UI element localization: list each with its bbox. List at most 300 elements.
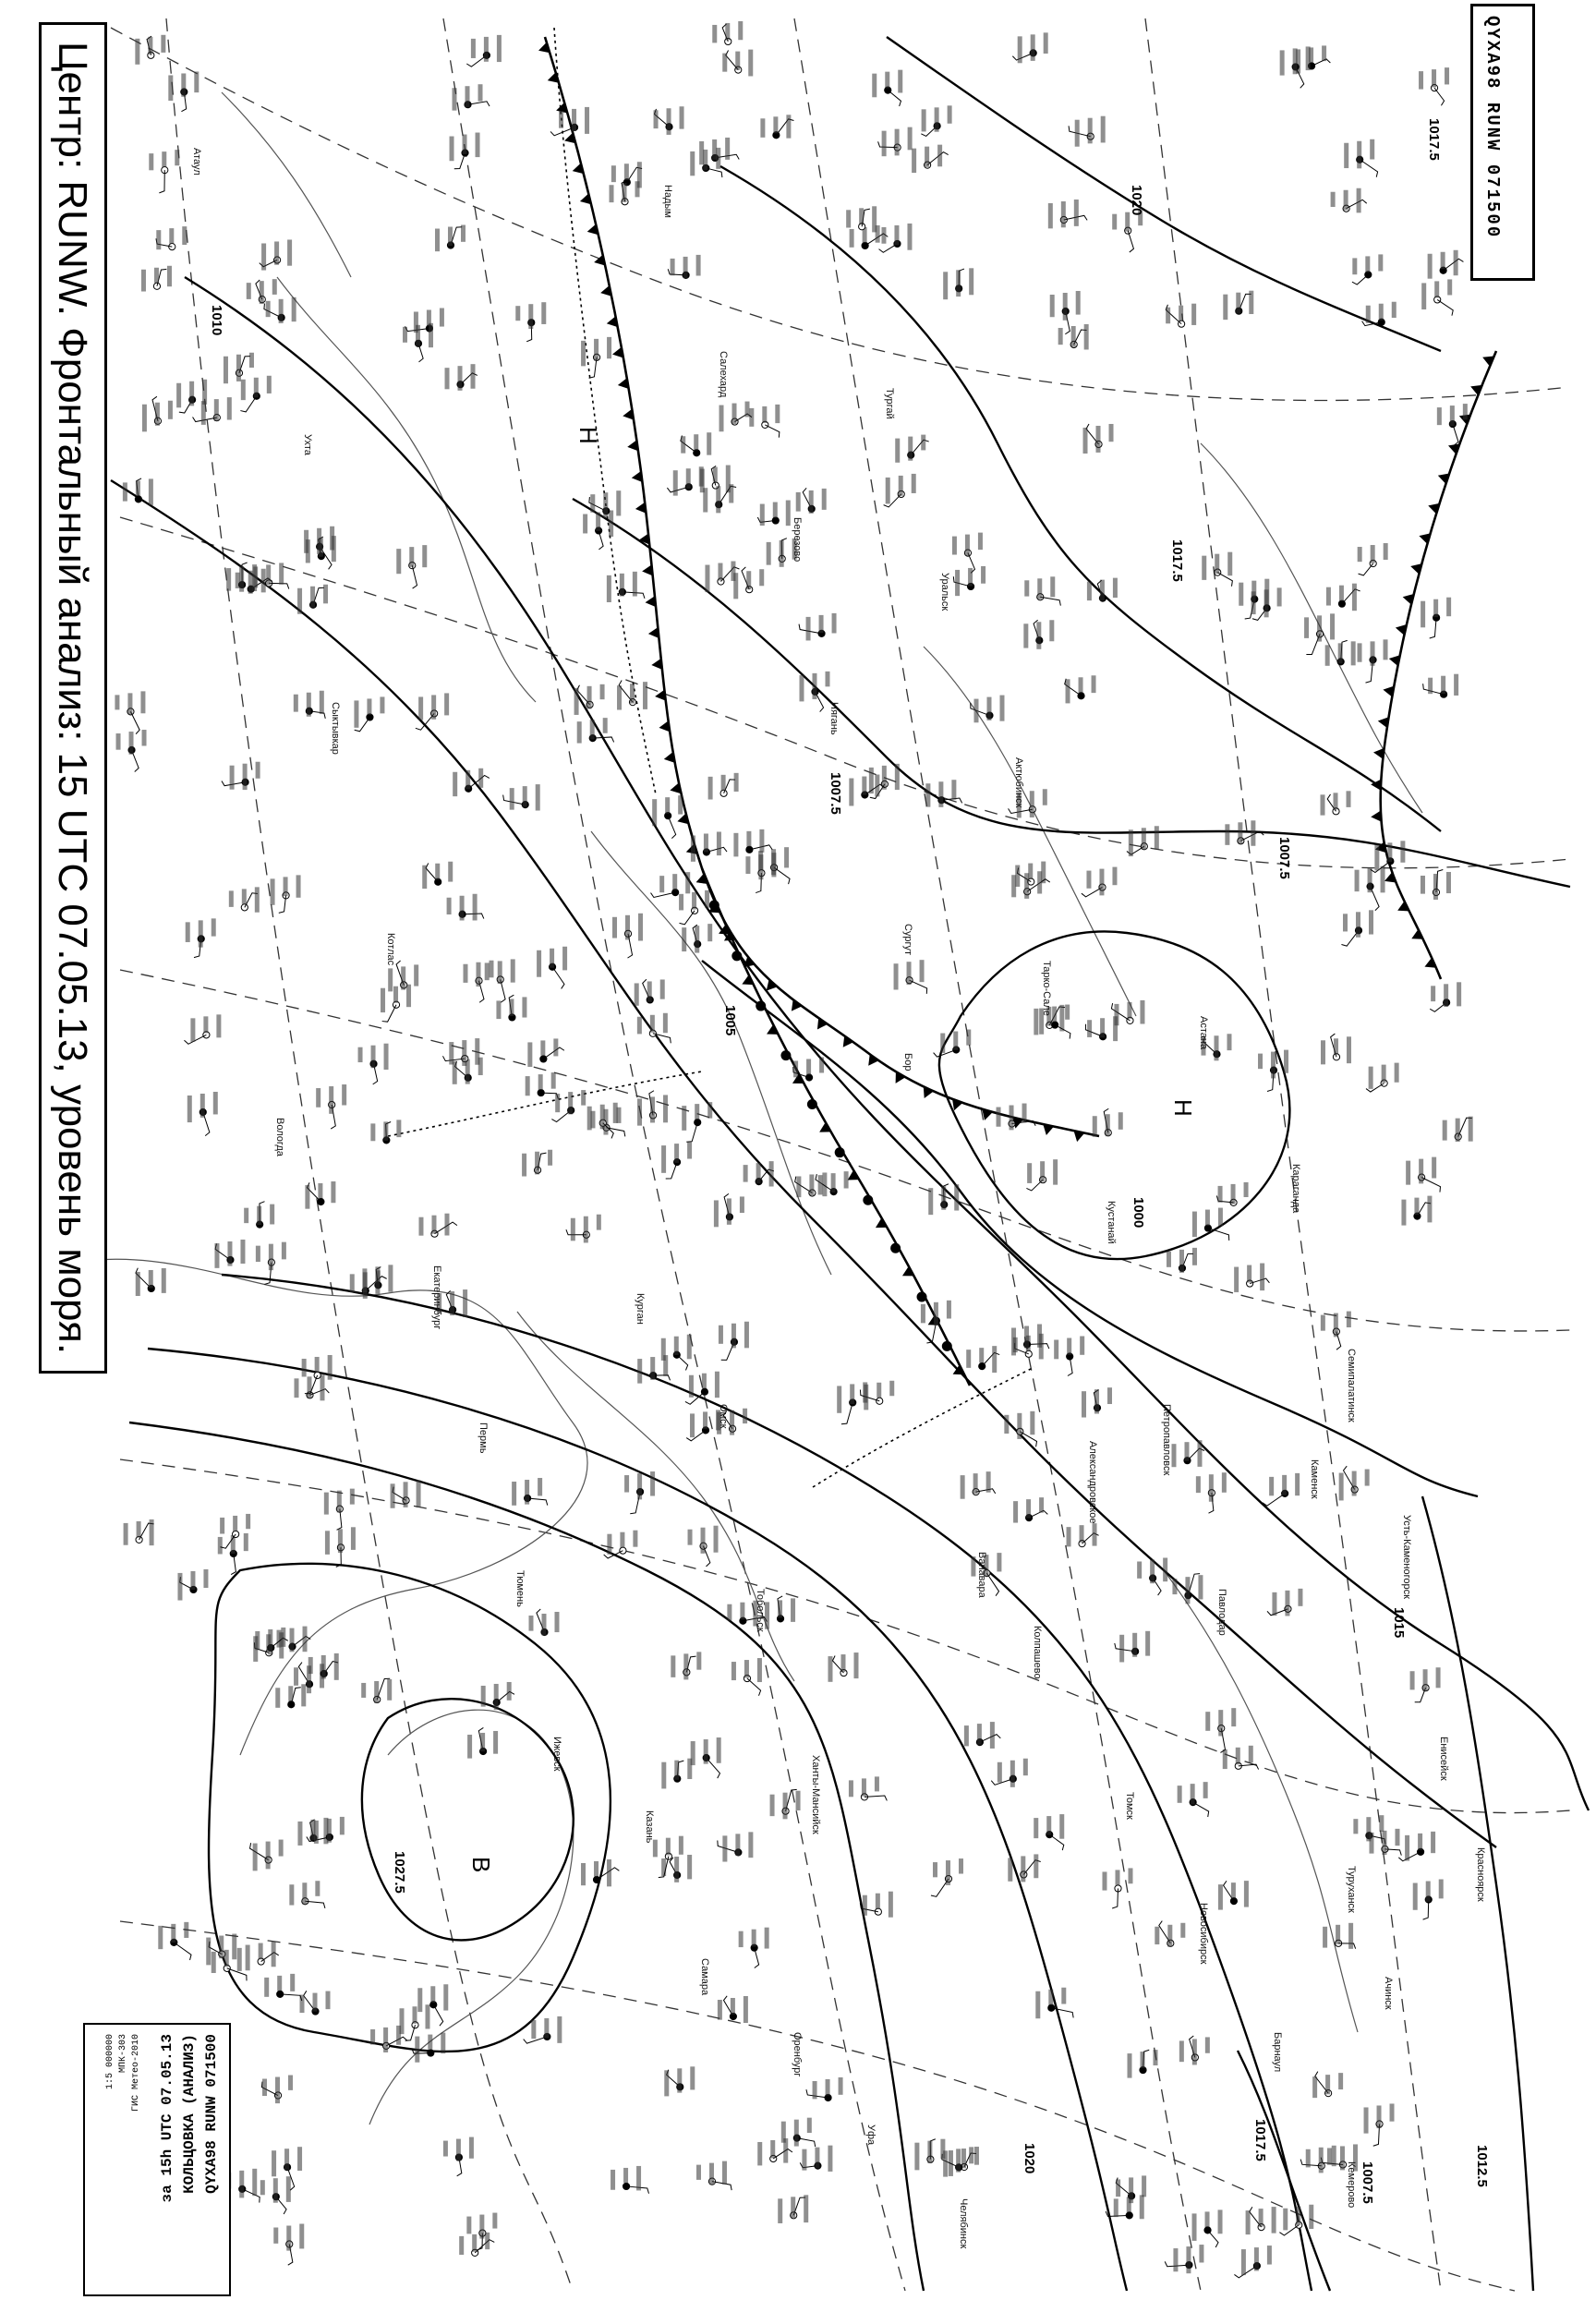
obs-glyph [425,2004,429,2028]
obs-glyph [673,470,678,495]
obs-glyph [863,1895,867,1916]
obs-glyph [218,1537,223,1555]
obs-glyph [302,1359,307,1377]
obs-glyph [142,405,147,432]
place-name: Колпашево [1032,1626,1043,1679]
obs-glyph [1198,1575,1203,1599]
obs-glyph [1178,1786,1182,1803]
title-banner [39,22,107,2147]
obs-glyph [636,2166,641,2191]
station-circle [720,790,727,796]
obs-glyph [687,1855,692,1879]
obs-glyph [1185,1577,1190,1604]
obs-glyph [1140,1000,1144,1024]
obs-glyph [1192,1212,1197,1238]
obs-glyph [652,799,657,826]
obs-glyph [966,1350,971,1368]
obs-glyph [220,1518,224,1534]
obs-glyph [435,229,440,252]
obs-glyph [415,2037,419,2063]
obs-glyph [248,571,253,594]
obs-glyph [940,2139,945,2159]
obs-glyph [1336,1925,1340,1944]
obs-glyph [445,368,450,389]
obs-glyph [279,1840,284,1857]
obs-glyph [609,511,613,538]
obs-glyph [1040,1161,1045,1181]
obs-glyph [1044,32,1048,54]
obs-glyph [515,306,520,321]
isobar-label: 1007.5 [828,772,843,815]
obs-glyph [167,266,172,286]
obs-glyph [1092,675,1096,693]
obs-glyph [666,1838,671,1856]
obs-glyph [351,1527,356,1550]
obs-glyph [981,566,985,584]
place-name: Томск [1124,1792,1135,1820]
obs-glyph [1264,589,1269,617]
obs-glyph [664,2070,669,2096]
obs-glyph [583,514,587,534]
obs-glyph [663,1355,668,1376]
obs-glyph [551,1072,556,1089]
obs-glyph [1295,1473,1300,1495]
place-name: Астана [1198,1016,1209,1050]
obs-glyph [1454,250,1458,275]
obs-glyph [773,502,778,518]
obs-glyph [142,730,147,745]
obs-glyph [935,107,939,131]
station-plot [362,1265,393,1293]
obs-glyph [794,2120,799,2147]
obs-glyph [393,987,398,1003]
obs-glyph [925,783,930,806]
obs-glyph [748,1832,753,1858]
obs-glyph [399,2008,404,2034]
obs-glyph [719,1326,723,1344]
obs-glyph [1358,643,1362,661]
isobar-label: 1010 [209,305,224,336]
front-semicircle [890,1243,901,1253]
obs-glyph [590,494,595,513]
obs-glyph [654,110,659,128]
low-center: Н [1169,1099,1197,1117]
obs-glyph [463,1289,467,1317]
obs-glyph [367,698,371,714]
obs-glyph [1102,1871,1106,1890]
obs-glyph [273,2178,278,2203]
obs-glyph [1298,1589,1302,1606]
obs-glyph [284,2149,289,2170]
obs-glyph [266,1842,271,1870]
obs-glyph [1034,1009,1038,1035]
obs-glyph [968,568,973,587]
obs-glyph [1405,1835,1409,1861]
obs-glyph [227,1241,232,1266]
obs-glyph [908,127,913,151]
obs-glyph [1254,2247,1259,2270]
obs-glyph [1061,1988,1066,2004]
obs-glyph [310,587,315,608]
place-name: Атаул [191,148,202,176]
obs-glyph [1351,641,1356,665]
obs-glyph [1395,1063,1399,1083]
obs-glyph [123,482,127,501]
obs-glyph [1205,1210,1210,1226]
obs-glyph [396,549,401,574]
obs-glyph [448,862,453,882]
obs-glyph [494,1684,499,1710]
obs-glyph [933,1862,937,1877]
obs-glyph [1339,586,1344,601]
obs-glyph [1374,844,1379,870]
obs-glyph [261,243,266,270]
obs-glyph [1272,1592,1276,1616]
obs-glyph [775,405,780,423]
obs-glyph [837,1386,841,1412]
obs-glyph [354,700,358,727]
obs-glyph [1231,1184,1236,1204]
obs-glyph [1227,552,1232,576]
obs-glyph [268,1629,272,1654]
obs-glyph [687,1142,692,1158]
obs-glyph [307,1376,311,1398]
obs-glyph [1231,1882,1236,1898]
obs-glyph [727,1198,732,1224]
obs-glyph [581,1863,586,1885]
obs-glyph [734,773,739,792]
obs-glyph [1457,982,1461,1006]
obs-glyph [1241,2249,1246,2275]
obs-glyph [722,2161,727,2185]
obs-glyph [743,1409,747,1423]
place-name: Самара [699,1958,710,1996]
obs-glyph [771,853,776,877]
obs-glyph [809,1174,814,1195]
obs-glyph [1180,1923,1185,1938]
obs-glyph [239,566,244,592]
obs-glyph [778,2198,782,2223]
obs-glyph [611,165,616,182]
obs-glyph [727,1604,732,1621]
obs-glyph [623,2168,628,2183]
obs-glyph [391,1483,395,1507]
obs-glyph [1432,1157,1436,1179]
obs-glyph [738,21,743,40]
obs-glyph [479,2215,484,2239]
obs-glyph [1379,304,1384,321]
obs-glyph [318,1183,322,1198]
obs-glyph [1436,1667,1441,1688]
obs-glyph [275,2077,280,2104]
obs-glyph [229,890,234,907]
obs-glyph [246,1514,250,1529]
obs-glyph [294,695,298,712]
obs-glyph [158,1926,163,1949]
obs-glyph [528,304,533,329]
obs-glyph [690,1413,695,1437]
obs-glyph [679,894,683,911]
obs-glyph [620,1532,624,1548]
obs-glyph [1037,1324,1042,1347]
obs-glyph [895,764,900,790]
obs-glyph [526,1076,530,1096]
obs-glyph [277,1976,282,1991]
obs-glyph [943,272,948,299]
obs-glyph [279,563,284,584]
obs-glyph [1371,545,1375,563]
obs-glyph [1419,71,1423,89]
obs-glyph [1010,1761,1015,1787]
obs-glyph [992,1346,997,1373]
obs-glyph [1322,45,1326,61]
obs-glyph [1339,1473,1344,1501]
obs-glyph [613,1103,618,1123]
obs-glyph [1018,36,1022,63]
obs-glyph [1011,875,1016,897]
obs-glyph [612,917,617,938]
obs-glyph [1088,118,1093,144]
obs-glyph [1106,1114,1110,1136]
obs-glyph [617,685,622,709]
obs-glyph [256,762,260,779]
obs-glyph [274,241,279,264]
obs-glyph [301,1684,306,1706]
obs-glyph [1258,1054,1263,1070]
obs-glyph [224,1950,229,1967]
obs-glyph [696,1652,701,1669]
obs-glyph [680,106,684,128]
legend-credit-2: МПК-303 [118,2034,128,2074]
obs-glyph [422,866,427,889]
obs-glyph [581,1090,586,1106]
obs-glyph [1100,1018,1105,1037]
obs-glyph [784,847,789,867]
isobar-label: 1000 [1130,1197,1146,1229]
obs-glyph [885,72,889,89]
obs-glyph [522,997,526,1017]
obs-glyph [1021,1856,1025,1882]
obs-glyph [1371,641,1375,665]
obs-glyph [921,435,925,451]
obs-glyph [745,856,750,874]
obs-glyph [1432,69,1436,87]
obs-glyph [430,1986,435,2003]
obs-glyph [961,1475,965,1499]
obs-glyph [610,185,614,202]
obs-glyph [256,1246,260,1262]
obs-glyph [997,1553,1001,1571]
obs-glyph [252,564,257,591]
station-plot [1246,2207,1276,2234]
obs-glyph [1378,254,1383,271]
obs-glyph [297,2147,302,2171]
code-header-box [1470,4,1535,281]
obs-glyph [722,1835,727,1861]
obs-glyph [1428,254,1433,279]
obs-glyph [469,2137,474,2159]
obs-glyph [1034,1854,1038,1878]
obs-glyph [979,1348,984,1362]
obs-glyph [498,961,502,984]
obs-glyph [572,109,576,131]
obs-glyph [1312,2076,1317,2098]
obs-glyph [828,1656,832,1682]
obs-glyph [296,875,301,897]
obs-glyph [1113,578,1118,598]
obs-glyph [1406,1161,1410,1185]
station-plot [136,1268,166,1296]
obs-glyph [1321,1040,1325,1064]
obs-glyph [485,2233,490,2249]
obs-glyph [818,1175,823,1194]
obs-glyph [1321,1315,1325,1331]
obs-glyph [422,545,427,567]
obs-glyph [453,88,457,110]
obs-glyph [1231,1708,1236,1726]
obs-glyph [1030,1411,1034,1434]
obs-glyph [663,1095,668,1122]
obs-glyph [1054,1340,1058,1360]
place-name: Кустанай [1106,1201,1117,1244]
code-header: QYXA98 RUNW 071500 [1482,16,1503,239]
obs-glyph [791,1598,795,1621]
obs-glyph [443,2141,448,2157]
obs-glyph [952,537,957,555]
obs-glyph [1075,120,1080,147]
obs-glyph [718,563,722,581]
obs-glyph [244,1533,248,1551]
obs-glyph [687,1335,692,1360]
obs-glyph [973,1473,978,1494]
obs-glyph [809,490,814,514]
obs-glyph [358,1047,363,1062]
obs-glyph [739,1931,744,1947]
obs-glyph [650,1471,655,1495]
obs-glyph [472,2234,477,2252]
obs-glyph [647,981,652,1001]
obs-glyph [886,478,890,504]
obs-glyph [661,1762,666,1789]
obs-glyph [244,1208,248,1223]
obs-glyph [1037,871,1042,893]
place-name: Тюмень [514,1570,526,1607]
station-circle [746,846,753,853]
obs-glyph [571,1218,575,1241]
obs-glyph [255,1631,260,1650]
obs-glyph [538,1478,542,1495]
obs-glyph [1377,2105,1382,2128]
obs-glyph [889,1381,894,1396]
obs-glyph [914,2143,919,2171]
obs-glyph [510,788,514,810]
obs-glyph [1011,1327,1016,1355]
obs-glyph [453,772,457,796]
obs-glyph [1296,2207,1300,2225]
obs-glyph [270,1204,274,1225]
obs-glyph [149,153,153,170]
obs-glyph [872,74,877,98]
obs-glyph [292,297,296,321]
obs-glyph [682,927,686,951]
obs-glyph [282,1242,286,1260]
legend-credit-1: ГИС Метео-2010 [131,2034,141,2112]
obs-glyph [448,227,453,247]
obs-glyph [124,1523,128,1545]
obs-glyph [956,2149,961,2172]
obs-glyph [730,1410,734,1435]
place-name: Уральск [939,573,950,611]
obs-glyph [690,2066,695,2089]
obs-glyph [719,406,724,432]
place-name: Пермь [478,1422,489,1454]
obs-glyph [1083,428,1088,454]
obs-glyph [350,1489,355,1505]
obs-glyph [716,148,720,169]
obs-glyph [744,1996,748,2023]
place-name: Надым [662,185,673,218]
legend-credit-3: 1:5 000000 [105,2034,115,2090]
obs-glyph [705,890,709,908]
legend-name: КОЛЬЦОВКА (АНАЛИЗ) [181,2034,198,2194]
obs-glyph [1093,1523,1097,1545]
obs-glyph [1155,1927,1159,1944]
obs-glyph [813,2081,817,2099]
obs-glyph [414,964,418,986]
obs-glyph [1137,1561,1142,1578]
obs-glyph [320,691,324,714]
obs-glyph [1114,1004,1118,1025]
obs-glyph [954,1184,959,1210]
obs-glyph [948,105,952,123]
obs-glyph [264,1978,269,1997]
obs-glyph [294,1667,298,1686]
obs-glyph [284,877,288,896]
obs-glyph [663,1013,668,1033]
obs-glyph [633,1531,637,1547]
obs-glyph [1199,2245,1203,2262]
obs-glyph [638,914,643,941]
obs-glyph [660,979,665,999]
obs-glyph [1327,2148,1332,2164]
isobar-label: 1015 [1391,1607,1407,1639]
obs-glyph [463,964,467,983]
obs-glyph [735,52,740,70]
obs-glyph [1086,871,1091,889]
obs-glyph [1369,1067,1373,1089]
obs-glyph [290,1974,295,1991]
obs-glyph [350,1274,355,1292]
obs-glyph [541,302,546,324]
place-name: Курган [635,1293,646,1325]
obs-glyph [1119,1635,1124,1663]
place-name: Туруханск [1346,1866,1357,1913]
obs-glyph [899,476,903,496]
obs-glyph [757,1658,762,1682]
obs-glyph [986,697,991,720]
obs-glyph [459,2236,464,2255]
obs-glyph [783,2138,788,2163]
obs-glyph [324,1493,329,1515]
obs-glyph [907,962,912,985]
obs-glyph [708,777,713,800]
obs-glyph [1225,824,1229,845]
obs-glyph [877,1383,881,1398]
obs-glyph [701,1528,706,1554]
obs-glyph [553,1038,558,1056]
obs-glyph [342,1084,346,1106]
obs-glyph [149,478,153,505]
